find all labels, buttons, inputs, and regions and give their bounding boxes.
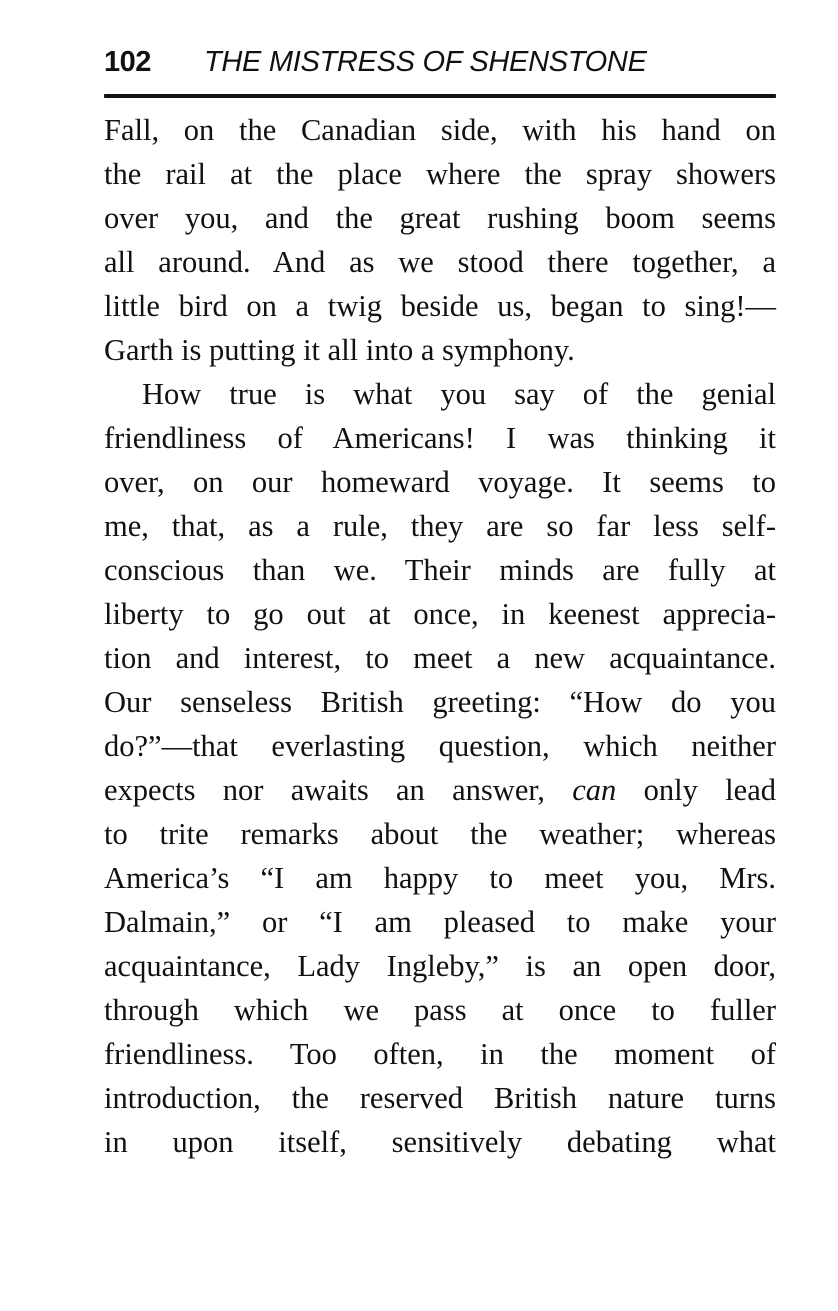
text-line: introduction, the reserved British nature turns bbox=[104, 1081, 776, 1115]
text-line: friendliness of Americans! I was thinking it bbox=[104, 421, 776, 455]
book-title: THE MISTRESS OF SHENSTONE bbox=[204, 46, 647, 78]
text-line: Our senseless British greeting: “How do you bbox=[104, 685, 776, 719]
text-line: America’s “I am happy to meet you, Mrs. bbox=[104, 861, 776, 895]
text-line: in upon itself, sensitively debating what bbox=[104, 1125, 776, 1159]
text-line: Garth is putting it all into a symphony. bbox=[104, 333, 575, 367]
text-line: the rail at the place where the spray showers bbox=[104, 157, 776, 191]
paragraph bbox=[104, 108, 776, 372]
body-text bbox=[104, 108, 776, 1164]
text-line: over you, and the great rushing boom seems bbox=[104, 201, 776, 235]
text-line: to trite remarks about the weather; whereas bbox=[104, 817, 776, 851]
header-rule bbox=[104, 94, 776, 98]
text-line: all around. And as we stood there together, a bbox=[104, 245, 776, 279]
page-number: 102 bbox=[104, 46, 151, 78]
text-line-with-emphasis bbox=[104, 768, 776, 812]
text-line: do?”—that everlasting question, which neither bbox=[104, 729, 776, 763]
text-line: over, on our homeward voyage. It seems to bbox=[104, 465, 776, 499]
text-line: little bird on a twig beside us, began to sing!— bbox=[104, 289, 776, 323]
text-line: liberty to go out at once, in keenest apprecia- bbox=[104, 597, 776, 631]
text-line: acquaintance, Lady Ingleby,” is an open door, bbox=[104, 949, 776, 983]
text-line: Dalmain,” or “I am pleased to make your bbox=[104, 905, 776, 939]
text-line: tion and interest, to meet a new acquaintance. bbox=[104, 641, 776, 675]
paragraph bbox=[104, 372, 776, 1164]
text-run: only lead bbox=[616, 773, 776, 807]
text-run: expects nor awaits an answer, bbox=[104, 773, 573, 807]
text-line: friendliness. Too often, in the moment of bbox=[104, 1037, 776, 1071]
text-line: How true is what you say of the genial bbox=[142, 377, 776, 411]
text-line: conscious than we. Their minds are fully at bbox=[104, 553, 776, 587]
running-head bbox=[104, 46, 776, 86]
text-line: me, that, as a rule, they are so far less self- bbox=[104, 509, 776, 543]
text-line: Fall, on the Canadian side, with his hand on bbox=[104, 113, 776, 147]
emphasized-word: can bbox=[572, 773, 617, 807]
text-line: through which we pass at once to fuller bbox=[104, 993, 776, 1027]
